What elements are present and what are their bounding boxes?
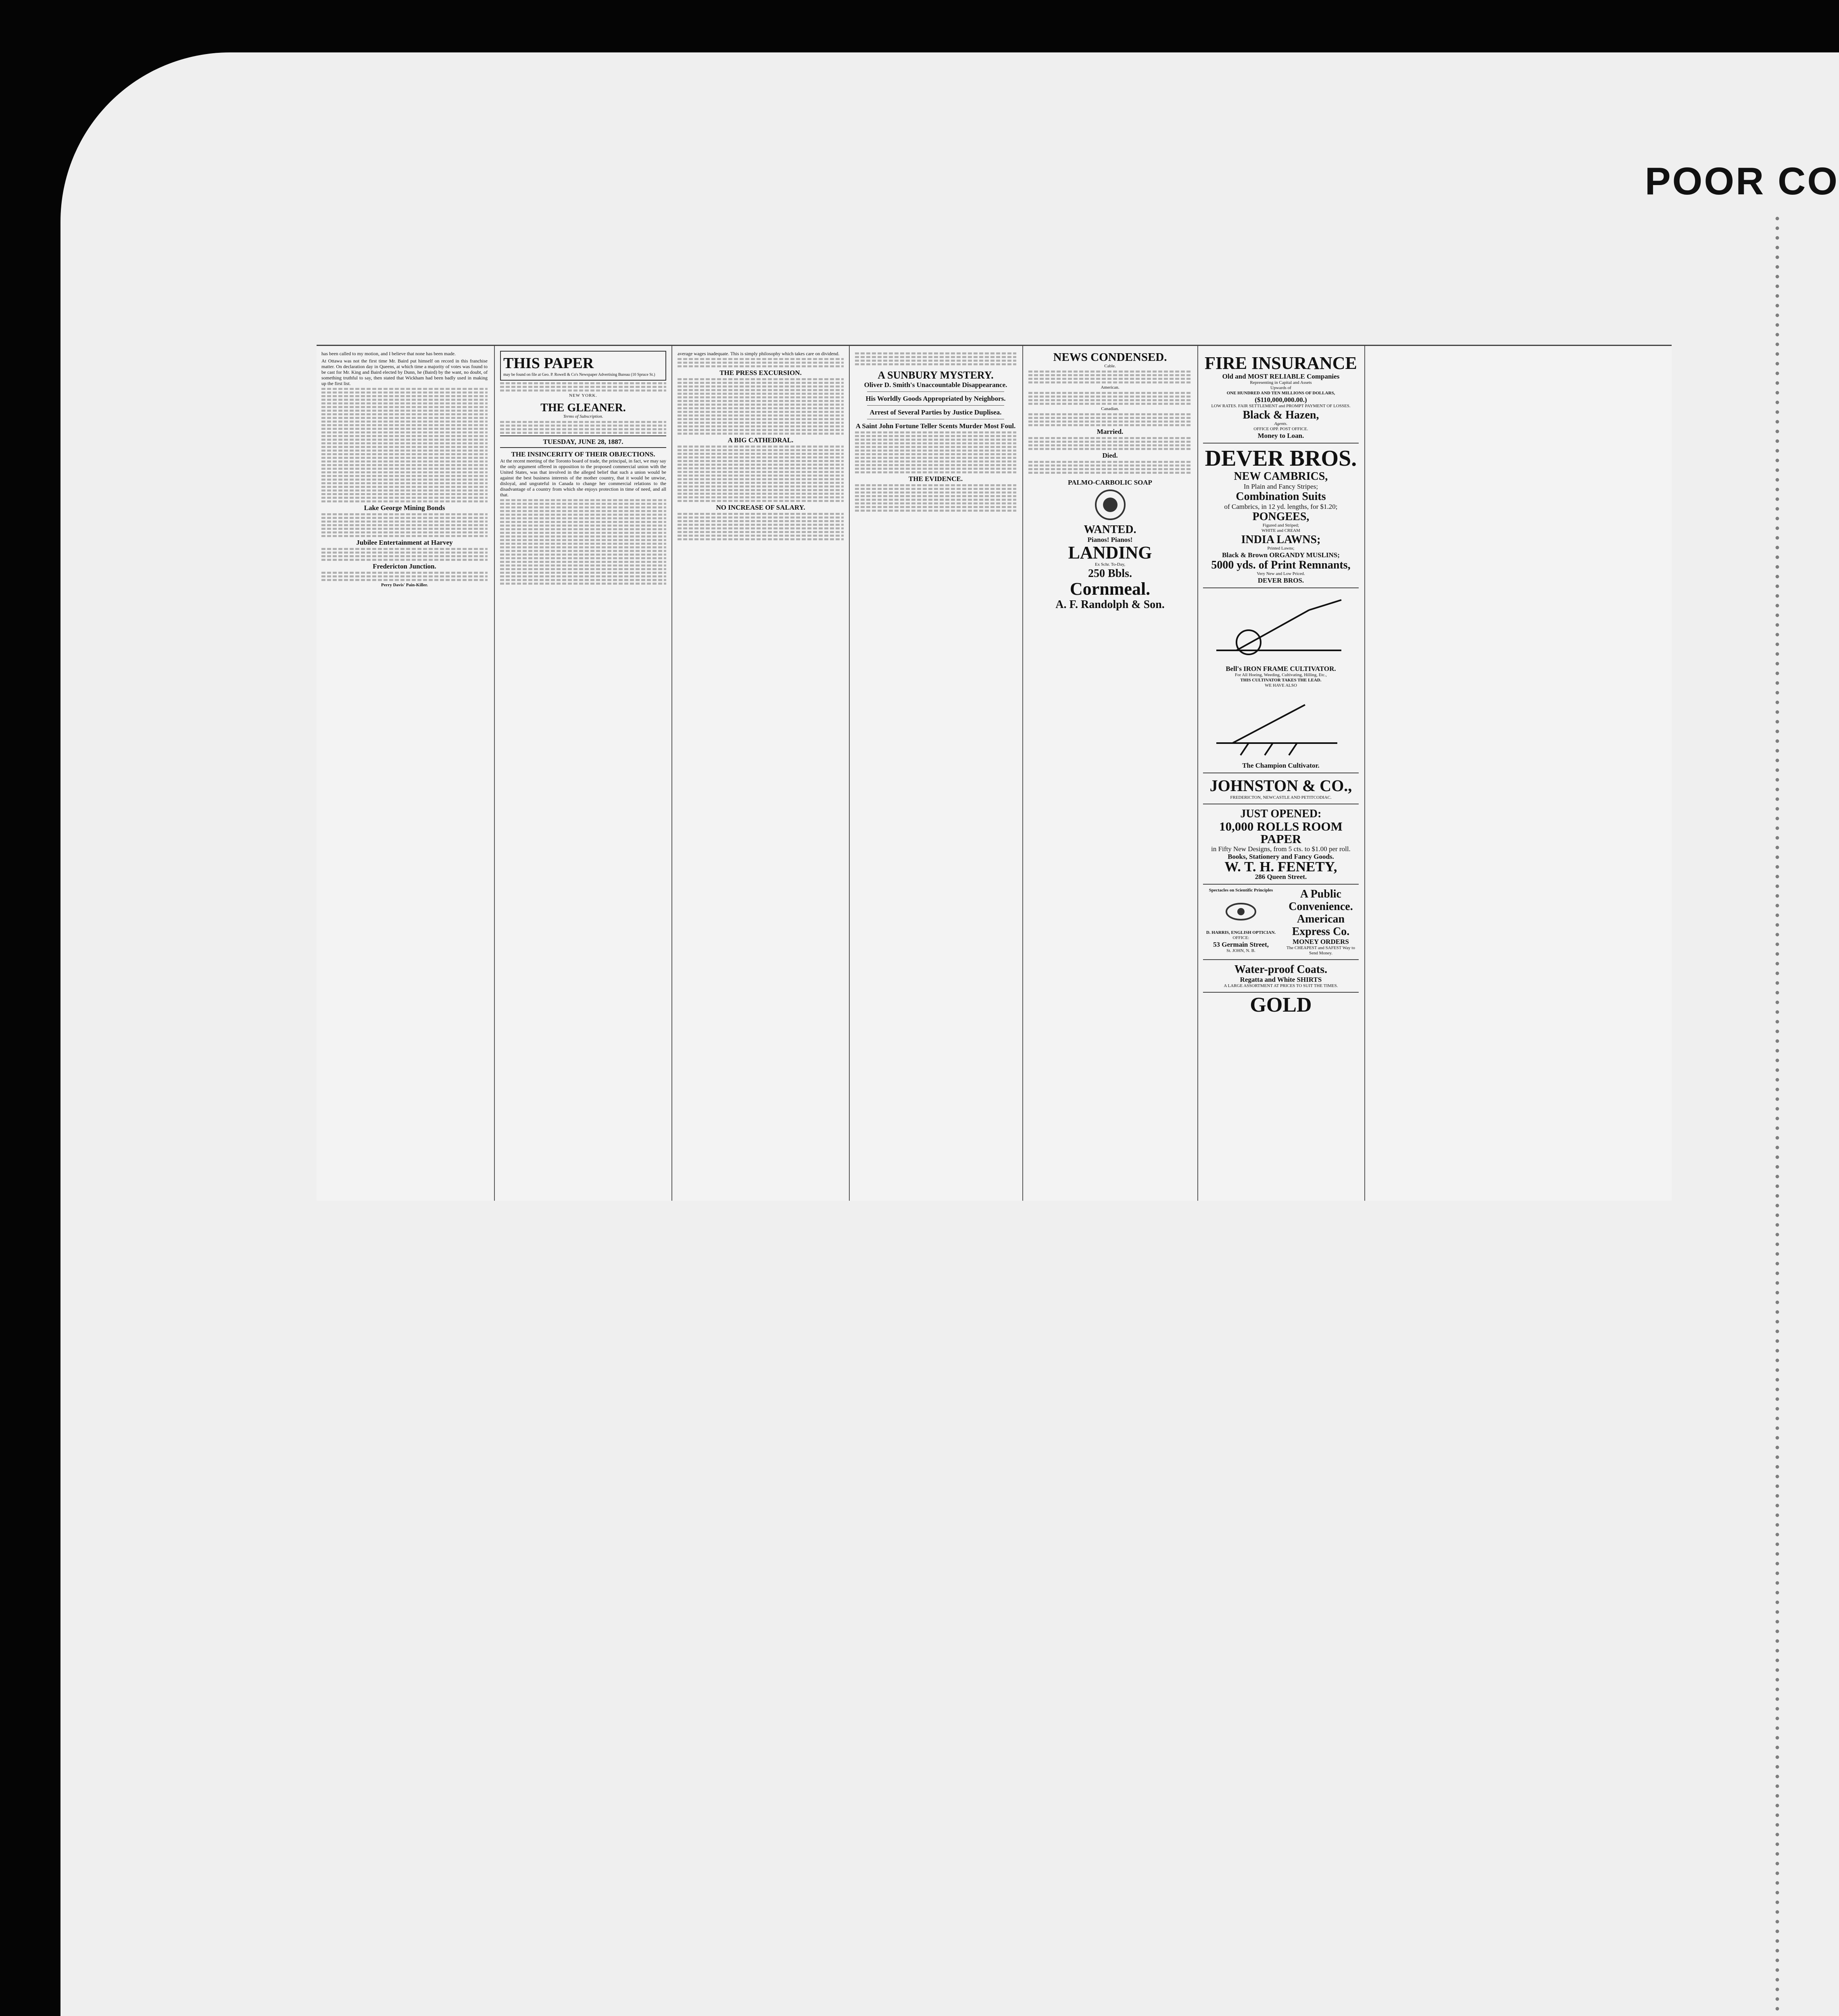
editorial-headline: THE INSINCERITY OF THEIR OBJECTIONS.: [511, 450, 655, 458]
dever-pre: WHITE and CREAM: [1261, 528, 1300, 533]
column-1: [321, 351, 488, 588]
column-3: [678, 351, 844, 542]
ad-title: Bell's IRON FRAME CULTIVATOR.: [1226, 665, 1336, 673]
office-line: OFFICE OPP. POST OFFICE.: [1253, 427, 1308, 431]
section-title: NEWS CONDENSED.: [1053, 351, 1167, 364]
masthead-fragment: POOR CO: [1645, 160, 1839, 203]
headline: A SUNBURY MYSTERY.: [878, 369, 994, 381]
city-label: NEW YORK.: [569, 393, 598, 398]
johnston-ad: [1203, 773, 1359, 804]
editorial-body: At the recent meeting of the Toronto board of trade, the principal, in fact, we may say the only argument offered in opposition to the proposed commercial union with the United States, was that involved in the alleged belief that such a union would be against the best business interests of the mother country, that it would be unwise, disloyal, and ungrateful in Canada to change her commercial relations to the disadvantage of a country from which she enjoys protection in time of need, and all that.: [500, 458, 666, 498]
section-title: A BIG CATHEDRAL.: [728, 436, 794, 444]
ad-line: MONEY ORDERS: [1293, 938, 1349, 946]
subsection-title: Died.: [1102, 452, 1118, 459]
article-body: At Ottawa was not the first time Mr. Baird put himself on record in this franchise matter. On declaration day in Queens, at which time a majority of votes was found to be cast for Mr. King and Baird elected by Dunn, he (Baird) by the want, no doubt, of something truthful to say, then stated that Wickham had been badly used in making up the first list.: [321, 358, 488, 386]
ad-line: Old and MOST RELIABLE Companies: [1222, 373, 1340, 380]
money-line: Money to Loan.: [1257, 432, 1304, 439]
merchant-name: W. T. H. FENETY,: [1224, 859, 1337, 875]
headline: Oliver D. Smith's Unaccountable Disappearance.: [864, 381, 1007, 389]
office-address: 53 Germain Street,: [1213, 941, 1269, 948]
dever-item: Combination Suits: [1236, 490, 1326, 503]
section-title: Jubilee Entertainment at Harvey: [356, 539, 453, 546]
headline: Arrest of Several Parties by Justice Duplisea.: [869, 408, 1002, 416]
company-name: American Express Co.: [1292, 913, 1350, 938]
section-title: Fredericton Junction.: [373, 562, 436, 570]
gold-ad: [1203, 993, 1359, 1018]
advertisement-line: Perry Davis' Pain-Killer.: [381, 583, 428, 587]
agency-name: Black & Hazen,: [1243, 409, 1319, 421]
column-rule: [1364, 346, 1365, 1201]
article-body: average wages inadequate. This is simply philosophy which takes care on dividend.: [678, 351, 840, 356]
room-paper-ad: [1203, 804, 1359, 885]
ad-subtitle: The Champion Cultivator.: [1242, 762, 1320, 769]
eye-icon: [1225, 896, 1257, 928]
wanted-label: WANTED.: [1084, 523, 1136, 536]
randolph-name: A. F. Randolph & Son.: [1055, 598, 1165, 611]
spectacles-express-ad: [1203, 885, 1359, 960]
ad-line: The CHEAPEST and SAFEST Way to Send Money.: [1286, 946, 1355, 956]
cornmeal-label: Cornmeal.: [1070, 579, 1151, 599]
column-rule: [494, 346, 495, 1201]
headline: His Worldly Goods Appropriated by Neighbors.: [865, 395, 1006, 402]
champion-cultivator-icon: [1204, 691, 1358, 759]
newspaper-page: [317, 345, 1672, 1201]
dever-footer: DEVER BROS.: [1257, 577, 1304, 584]
ad-title: A Public Convenience.: [1289, 888, 1353, 913]
ad-line: in Fifty New Designs, from 5 cts. to $1.00 per roll.: [1211, 845, 1351, 853]
ad-line: Upwards of: [1270, 385, 1291, 390]
soap-ad: [1028, 475, 1192, 614]
column-rule: [1197, 346, 1198, 1201]
office-city: St. JOHN, N. B.: [1226, 948, 1255, 953]
subsection-title: Cable.: [1104, 364, 1116, 369]
optician-name: D. HARRIS, ENGLISH OPTICIAN.: [1206, 930, 1276, 935]
office-label: OFFICE:: [1232, 935, 1249, 940]
ad-title: PALMO-CARBOLIC SOAP: [1068, 479, 1152, 486]
ad-line: Regatta and White SHIRTS: [1240, 976, 1322, 983]
landing-title: LANDING: [1068, 543, 1152, 562]
ad-line: Books, Stationery and Fancy Goods.: [1228, 853, 1334, 860]
ad-line: FREDERICTON, NEWCASTLE AND PETITCODIAC.: [1230, 795, 1332, 800]
column-2: [500, 351, 666, 586]
ad-line: Representing in Capital and Assets: [1250, 380, 1312, 385]
cultivator-icon: [1204, 594, 1358, 662]
dever-sub: of Cambrics, in 12 yd. lengths, for $1.20;: [1224, 503, 1338, 510]
ad-title: Water-proof Coats.: [1234, 963, 1328, 976]
column-rule: [849, 346, 850, 1201]
ad-title: JOHNSTON & CO.,: [1209, 777, 1352, 795]
subsection-title: American.: [1101, 385, 1120, 390]
dever-sub: Very New and Low Priced.: [1257, 571, 1305, 576]
dever-item: NEW CAMBRICS,: [1234, 470, 1328, 483]
subsection-title: Married.: [1097, 428, 1124, 435]
merchant-address: 286 Queen Street.: [1255, 873, 1307, 881]
newspaper-name: THE GLEANER.: [540, 402, 626, 414]
paper-notice-title: THIS PAPER: [503, 355, 594, 372]
paper-notice-text: may be found on file at Geo. P. Rowell & Co's Newspaper Advertising Bureau (10 Spruce St.): [503, 373, 655, 377]
column-rule: [1022, 346, 1023, 1201]
column-5: [1028, 351, 1192, 614]
bbls-label: 250 Bbls.: [1088, 567, 1132, 580]
subsection-title: Canadian.: [1101, 406, 1119, 411]
ad-line: WE HAVE ALSO: [1265, 683, 1297, 688]
section-title: THE PRESS EXCURSION.: [719, 369, 802, 377]
soap-seal-icon: [1094, 489, 1126, 521]
terms-heading: Terms of Subscription.: [563, 414, 603, 419]
dever-sub: Printed Lawns;: [1267, 546, 1295, 551]
ad-title: GOLD: [1250, 993, 1312, 1016]
dever-item: INDIA LAWNS;: [1241, 533, 1321, 546]
issue-date: TUESDAY, JUNE 28, 1887.: [500, 435, 666, 448]
coats-ad: [1203, 960, 1359, 993]
ad-title: Spectacles on Scientific Principles: [1209, 888, 1273, 893]
section-title: Lake George Mining Bonds: [364, 504, 445, 512]
dever-item: 5000 yds. of Print Remnants,: [1211, 559, 1351, 571]
dever-sub: In Plain and Fancy Stripes;: [1243, 483, 1318, 490]
ad-amount: ($110,000,000.00.): [1255, 396, 1307, 404]
dever-item: Black & Brown ORGANDY MUSLINS;: [1222, 551, 1340, 559]
agency-label: Agents.: [1274, 421, 1288, 426]
ad-line: LOW RATES. FAIR SETTLEMENT and PROMPT PAYMENT OF LOSSES.: [1211, 404, 1351, 408]
insurance-ad: [1203, 351, 1359, 444]
landing-sub: Ex Schr. To-Day,: [1095, 562, 1126, 567]
spectacles-ad: [1204, 888, 1278, 956]
ad-preheading: JUST OPENED:: [1240, 808, 1322, 820]
article-lead: has been called to my motion, and I believe that none has been made.: [321, 351, 456, 356]
column-4: [855, 351, 1016, 513]
pianos-label: Pianos! Pianos!: [1087, 536, 1133, 544]
column-rule: [671, 346, 672, 1201]
column-6: [1203, 351, 1359, 1018]
ad-title: FIRE INSURANCE: [1205, 353, 1357, 373]
headline: A Saint John Fortune Teller Scents Murder Most Foul.: [855, 422, 1016, 430]
ad-line: For All Hoeing, Weeding, Cultivating, Hilling, Etc.,: [1234, 673, 1327, 677]
ad-title: DEVER BROS.: [1205, 446, 1357, 471]
cultivator-ad: [1203, 588, 1359, 773]
ad-line: A LARGE ASSORTMENT AT PRICES TO SUIT THE TIMES.: [1224, 983, 1338, 988]
dever-item: PONGEES,: [1252, 510, 1309, 523]
perforation-dots: [1772, 214, 1782, 2016]
dever-sub: Figured and Striped;: [1262, 523, 1299, 528]
ad-line: THIS CULTIVATOR TAKES THE LEAD.: [1240, 678, 1322, 683]
ad-title: 10,000 ROLLS ROOM PAPER: [1219, 819, 1343, 846]
section-title: NO INCREASE OF SALARY.: [716, 504, 805, 511]
notice-box: [500, 351, 666, 381]
ad-line: ONE HUNDRED AND TEN MILLIONS OF DOLLARS,: [1226, 391, 1335, 396]
express-ad: [1284, 888, 1358, 956]
section-title: THE EVIDENCE.: [908, 475, 963, 483]
dever-ad: [1203, 444, 1359, 588]
